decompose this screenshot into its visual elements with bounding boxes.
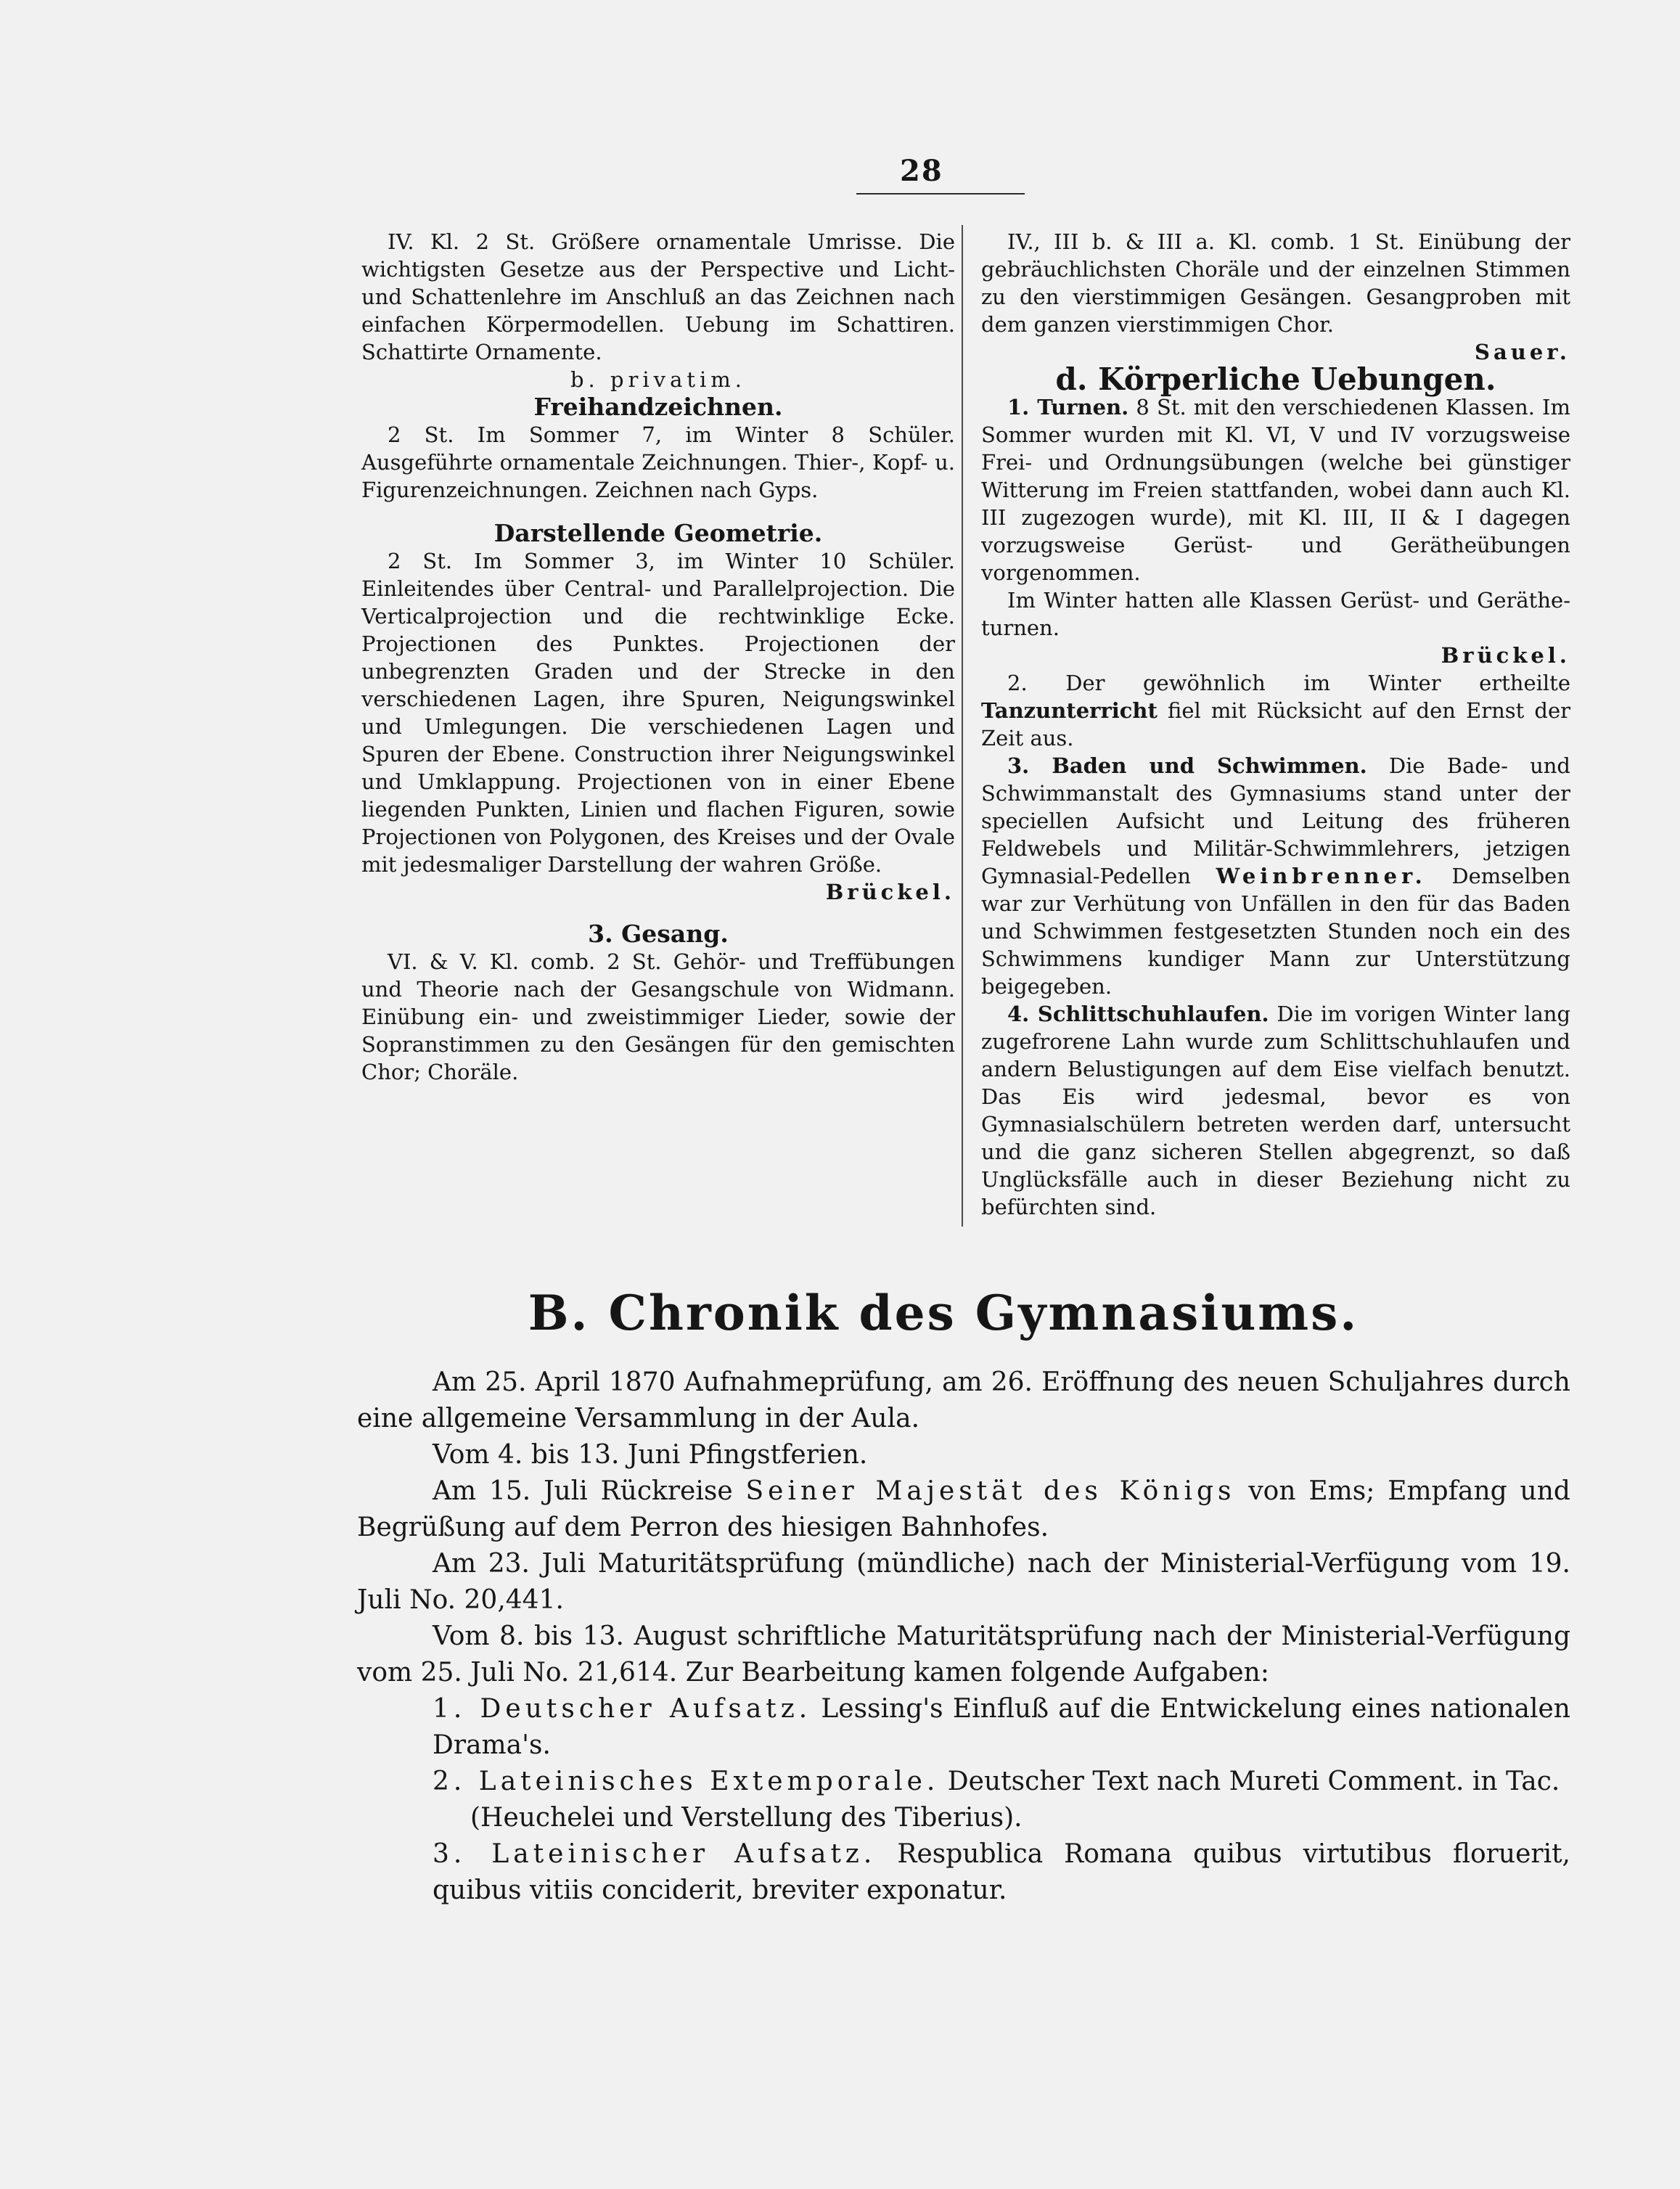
aufgabe-2-continuation: (Heuchelei und Verstellung des Tiberius). [470, 1803, 1023, 1833]
rueckreise-suffix: von Ems; Empfang und Begrüßung auf dem Perron des hiesigen Bahnhofes. [357, 1476, 1570, 1542]
schlittschuh-paragraph [981, 1000, 1570, 1221]
tanz-prefix: 2. Der gewöhnlich im Winter ertheilte [1007, 671, 1570, 695]
geometrie-heading: Darstellende Geometrie. [493, 519, 823, 547]
aufgabe-2 [357, 1764, 1570, 1800]
page-number: 28 [900, 154, 943, 188]
chronik-entry-april: Am 25. April 1870 Aufnahmeprüfung, am 26. Eröffnung des neuen Schuljahres durch eine allgemeine Versammlung in der Aula. [357, 1367, 1570, 1433]
chronik-title: B. Chronik des Gymnasiums. [528, 1285, 1359, 1341]
left-column [361, 228, 955, 1086]
signature-brueckel-right: Brückel. [1441, 643, 1570, 668]
turnen-text: 8 St. mit den verschiedenen Klassen. Im Sommer wurden mit Kl. VI, V und IV vorzugsweise Frei- und Ordnungsübungen (welche bei günstiger Witterung im Freien stattfanden, wobei dann auch Kl. III zugezogen wurde), mit Kl. III, II & I dagegen vorzugsweise Gerüst- und Gerätheübungen vorgenommen. [981, 395, 1570, 585]
chronik-section [357, 1364, 1570, 1909]
freihandzeichnen-paragraph: 2 St. Im Sommer 7, im Winter 8 Schüler. Ausgeführte ornamentale Zeichnungen. Thier-, Kopf- u. Figurenzeichnungen. Zeichnen nach Gyps. [361, 422, 955, 502]
page-number-rule [856, 193, 1025, 195]
rueckreise-majestaet: Seiner Majestät des Königs [745, 1476, 1236, 1506]
freihandzeichnen-heading: Freihandzeichnen. [533, 393, 783, 421]
tanzunterricht-paragraph [981, 669, 1570, 752]
winter-turnen-paragraph: Im Winter hatten alle Klassen Gerüst- und Gerätheturnen. [981, 588, 1570, 640]
aufgabe-1-text: Lessing's Einfluß auf die Entwickelung eines nationalen Drama's. [433, 1694, 1570, 1760]
aufgabe-1-label: 1. Deutscher Aufsatz. [433, 1694, 812, 1724]
drawing-class-iv-paragraph: IV. Kl. 2 St. Größere ornamentale Umrisse. Die wichtigsten Gesetze aus der Perspective und Licht- und Schattenlehre im Anschluß an das Zeichnen nach einfachen Körpermodellen. Uebung im Schattiren. Schattirte Ornamente. [361, 229, 955, 364]
chronik-entry-maturitaet-schriftlich: Vom 8. bis 13. August schriftliche Maturitätsprüfung nach der Ministerial-Verfügung vom 25. Juli No. 21,614. Zur Bearbeitung kamen folgende Aufgaben: [357, 1621, 1570, 1687]
column-divider [962, 225, 963, 1227]
chronik-entry-pfingsten: Vom 4. bis 13. Juni Pfingstferien. [433, 1440, 868, 1470]
geometrie-paragraph: 2 St. Im Sommer 3, im Winter 10 Schüler. Einleitendes über Central- und Parallelprojection. Die Verticalprojection und die rechtwinklige Ecke. Projectionen des Punktes. Projectionen der unbegrenzten Graden und der Strecke in den verschiedenen Lagen, ihre Spuren, Neigungswinkel und Umlegungen. Die verschiedenen Lagen und Spuren der Ebene. Construction ihrer Neigungswinkel und Umklappung. Projectionen von in einer Ebene liegenden Punkten, Linien und flachen Figuren, sowie Projectionen von Polygonen, des Kreises und der Ovale mit jedesmaliger Darstellung der wahren Größe. [361, 549, 955, 877]
aufgabe-3-label: 3. Lateinischer Aufsatz. [433, 1839, 877, 1869]
baden-text-a: Die Bade- und Schwimmanstalt des Gymnasiums stand unter der speciellen Aufsicht und Leitung des früheren Feldwebels und Militär-Schwimmlehrers, jetzigen Gymnasial-Pedellen [981, 753, 1570, 888]
chronik-entry-maturitaet-muendlich: Am 23. Juli Maturitätsprüfung (mündliche) nach der Ministerial-Verfügung vom 19. Juli No. 20,441. [357, 1549, 1570, 1615]
signature-sauer: Sauer. [1475, 340, 1570, 364]
chronik-entry-rueckreise [357, 1473, 1570, 1546]
tanz-label: Tanzunterricht [981, 698, 1157, 723]
schlittschuh-text: Die im vorigen Winter lang zugefrorene Lahn wurde zum Schlittschuhlaufen und andern Belustigungen auf dem Eise vielfach benutzt. Das Eis wird jedesmal, bevor es von Gymnasialschülern betreten werden darf, untersucht und die ganz sicheren Stellen abgegrenzt, so daß Unglücksfälle auch in dieser Beziehung nicht zu befürchten sind. [981, 1002, 1571, 1219]
choral-paragraph: IV., III b. & III a. Kl. comb. 1 St. Einübung der gebräuchlichsten Choräle und der einzelnen Stimmen zu den vierstimmigen Gesängen. Gesangproben mit dem ganzen vierstimmigen Chor. [981, 229, 1570, 337]
baden-paragraph [981, 752, 1570, 1000]
turnen-label: 1. Turnen. [1007, 395, 1129, 420]
rueckreise-prefix: Am 15. Juli Rückreise [433, 1476, 733, 1506]
tanz-suffix: fiel mit Rücksicht auf den Ernst der Zeit aus. [981, 698, 1571, 750]
koerperliche-uebungen-heading: d. Körperliche Uebungen. [1055, 361, 1496, 397]
aufgabe-1 [357, 1691, 1570, 1764]
aufgabe-3 [357, 1836, 1570, 1909]
signature-brueckel-left: Brückel. [825, 880, 955, 904]
gesang-paragraph: VI. & V. Kl. comb. 2 St. Gehör- und Treffübungen und Theorie nach der Gesangschule von Widmann. Einübung ein- und zweistimmiger Lieder, sowie der Sopranstimmen zu den Gesängen für den gemischten Chor; Choräle. [361, 949, 955, 1084]
gesang-heading: 3. Gesang. [588, 920, 729, 948]
baden-text-b: Demselben war zur Verhütung von Unfällen in den für das Baden und Schwimmen festgesetzten Stunden noch ein des Schwimmens kundiger Mann zur Unterstützung beigegeben. [981, 864, 1570, 999]
baden-label: 3. Baden und Schwimmen. [1007, 753, 1367, 778]
aufgabe-2-text: Deutscher Text nach Mureti Comment. in Tac. [947, 1767, 1560, 1796]
right-column [981, 228, 1570, 1221]
schlittschuh-label: 4. Schlittschuhlaufen. [1007, 1002, 1269, 1026]
privatim-subheading: b. privatim. [570, 367, 747, 392]
turnen-paragraph [981, 393, 1570, 586]
baden-name: Weinbrenner. [1216, 864, 1427, 888]
aufgabe-2-label: 2. Lateinisches Extemporale. [433, 1767, 940, 1796]
aufgabe-3-text: Respublica Romana quibus virtutibus floruerit, quibus vitiis conciderit, breviter exponatur. [433, 1839, 1571, 1905]
